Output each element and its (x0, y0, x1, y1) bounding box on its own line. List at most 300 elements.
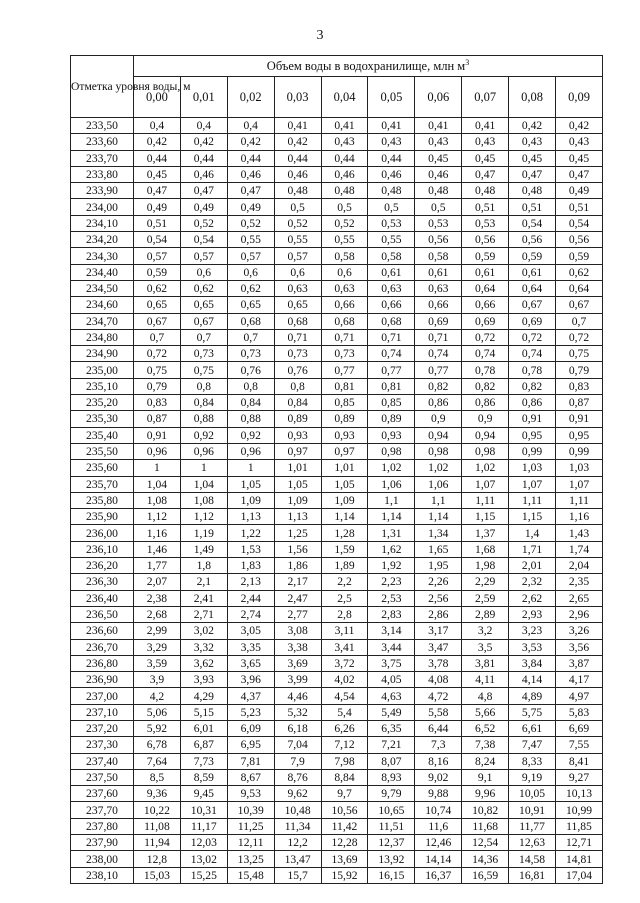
volume-cell: 0,98 (462, 443, 509, 459)
volume-cell: 6,78 (134, 737, 181, 753)
volume-cell: 0,48 (462, 183, 509, 199)
volume-cell: 0,82 (509, 378, 556, 394)
table-row (71, 378, 603, 394)
page-number: 3 (316, 28, 324, 43)
volume-cell: 3,17 (415, 623, 462, 639)
water-level-mark-cell: 237,00 (71, 688, 134, 704)
volume-cell: 1,04 (134, 476, 181, 492)
volume-cell: 7,98 (321, 753, 368, 769)
volume-cell: 1,09 (274, 492, 321, 508)
volume-cell: 2,23 (368, 574, 415, 590)
volume-cell: 0,48 (368, 183, 415, 199)
water-level-mark-cell: 236,90 (71, 672, 134, 688)
water-level-mark-cell: 236,30 (71, 574, 134, 590)
volume-cell: 0,45 (415, 150, 462, 166)
volume-cell: 11,17 (180, 818, 227, 834)
volume-cell: 0,8 (180, 378, 227, 394)
volume-cell: 3,44 (368, 639, 415, 655)
water-level-mark-cell: 233,70 (71, 150, 134, 166)
volume-cell: 2,07 (134, 574, 181, 590)
volume-cell: 9,36 (134, 786, 181, 802)
table-row (71, 280, 603, 296)
volume-cell: 2,17 (274, 574, 321, 590)
volume-cell: 3,35 (227, 639, 274, 655)
volume-cell: 4,54 (321, 688, 368, 704)
volume-cell: 9,7 (321, 786, 368, 802)
volume-cell: 4,14 (509, 672, 556, 688)
volume-cell: 17,04 (556, 867, 603, 883)
volume-cell: 1,95 (415, 558, 462, 574)
table-row (71, 704, 603, 720)
volume-cell: 1,02 (368, 460, 415, 476)
water-level-mark-cell: 237,40 (71, 753, 134, 769)
water-level-mark-cell: 236,60 (71, 623, 134, 639)
volume-cell: 0,43 (556, 134, 603, 150)
volume-cell: 5,83 (556, 704, 603, 720)
volume-cell: 0,95 (509, 427, 556, 443)
volume-cell: 0,54 (509, 215, 556, 231)
volume-cell: 14,36 (462, 851, 509, 867)
volume-cell: 1,02 (462, 460, 509, 476)
volume-cell: 4,29 (180, 688, 227, 704)
water-level-mark-cell: 233,80 (71, 166, 134, 182)
volume-cell: 0,46 (180, 166, 227, 182)
water-level-mark-cell: 237,80 (71, 818, 134, 834)
volume-cell: 8,24 (462, 753, 509, 769)
table-row (71, 835, 603, 851)
volume-cell: 0,91 (509, 411, 556, 427)
column-header: 0,07 (462, 77, 509, 118)
volume-cell: 5,15 (180, 704, 227, 720)
water-level-mark-cell: 237,60 (71, 786, 134, 802)
water-level-mark-cell: 234,30 (71, 248, 134, 264)
column-header: 0,00 (134, 77, 181, 118)
volume-cell: 5,75 (509, 704, 556, 720)
volume-cell: 7,9 (274, 753, 321, 769)
volume-cell: 3,53 (509, 639, 556, 655)
volume-cell: 4,46 (274, 688, 321, 704)
volume-cell: 0,43 (321, 134, 368, 150)
volume-cell: 1,14 (321, 509, 368, 525)
volume-cell: 0,46 (321, 166, 368, 182)
volume-cell: 0,46 (368, 166, 415, 182)
volume-cell: 0,73 (274, 346, 321, 362)
volume-cell: 2,74 (227, 606, 274, 622)
volume-cell: 1,11 (509, 492, 556, 508)
volume-cell: 0,75 (556, 346, 603, 362)
volume-cell: 3,29 (134, 639, 181, 655)
volume-cell: 0,53 (462, 215, 509, 231)
volume-cell: 0,83 (134, 395, 181, 411)
water-level-mark-cell: 234,20 (71, 232, 134, 248)
volume-cell: 1,11 (462, 492, 509, 508)
volume-cell: 12,8 (134, 851, 181, 867)
volume-cell: 1,43 (556, 525, 603, 541)
water-level-mark-cell: 236,50 (71, 606, 134, 622)
column-header: 0,03 (274, 77, 321, 118)
table-row (71, 427, 603, 443)
volume-cell: 0,83 (556, 378, 603, 394)
volume-cell: 1,92 (368, 558, 415, 574)
volume-cell: 11,08 (134, 818, 181, 834)
volume-cell: 10,65 (368, 802, 415, 818)
volume-cell: 0,59 (509, 248, 556, 264)
volume-cell: 11,85 (556, 818, 603, 834)
water-level-mark-cell: 236,70 (71, 639, 134, 655)
volume-cell: 0,61 (509, 264, 556, 280)
volume-cell: 1 (227, 460, 274, 476)
volume-cell: 3,2 (462, 623, 509, 639)
volume-cell: 2,59 (462, 590, 509, 606)
volume-cell: 1,34 (415, 525, 462, 541)
volume-cell: 9,88 (415, 786, 462, 802)
volume-cell: 4,37 (227, 688, 274, 704)
volume-cell: 2,44 (227, 590, 274, 606)
volume-cell: 0,61 (415, 264, 462, 280)
volume-cell: 3,41 (321, 639, 368, 655)
volume-cell: 1,12 (134, 509, 181, 525)
volume-cell: 0,98 (415, 443, 462, 459)
volume-cell: 0,71 (321, 329, 368, 345)
water-level-mark-cell: 235,50 (71, 443, 134, 459)
volume-cell: 3,78 (415, 655, 462, 671)
table-row (71, 574, 603, 590)
volume-cell: 12,71 (556, 835, 603, 851)
volume-cell: 10,99 (556, 802, 603, 818)
volume-cell: 0,77 (368, 362, 415, 378)
volume-cell: 15,25 (180, 867, 227, 883)
volume-cell: 0,85 (321, 395, 368, 411)
volume-cell: 0,42 (274, 134, 321, 150)
volume-cell: 4,05 (368, 672, 415, 688)
volume-cell: 3,14 (368, 623, 415, 639)
volume-cell: 0,89 (368, 411, 415, 427)
volume-cell: 8,5 (134, 769, 181, 785)
volume-cell: 12,63 (509, 835, 556, 851)
volume-cell: 0,78 (509, 362, 556, 378)
volume-cell: 1,07 (556, 476, 603, 492)
volume-cell: 1,28 (321, 525, 368, 541)
volume-cell: 1,65 (415, 541, 462, 557)
volume-cell: 0,6 (321, 264, 368, 280)
table-row (71, 248, 603, 264)
volume-cell: 11,42 (321, 818, 368, 834)
volume-cell: 0,4 (227, 118, 274, 134)
table-row (71, 753, 603, 769)
volume-cell: 8,67 (227, 769, 274, 785)
volume-cell: 0,56 (556, 232, 603, 248)
volume-cell: 16,59 (462, 867, 509, 883)
volume-cell: 0,87 (556, 395, 603, 411)
volume-cell: 2,26 (415, 574, 462, 590)
volume-cell: 0,72 (556, 329, 603, 345)
volume-cell: 0,5 (368, 199, 415, 215)
volume-cell: 12,2 (274, 835, 321, 851)
volume-cell: 5,92 (134, 720, 181, 736)
volume-cell: 3,62 (180, 655, 227, 671)
water-level-mark-cell: 234,90 (71, 346, 134, 362)
volume-cell: 1,62 (368, 541, 415, 557)
volume-cell: 1,13 (274, 509, 321, 525)
volume-cell: 0,65 (180, 297, 227, 313)
volume-cell: 0,5 (415, 199, 462, 215)
volume-cell: 8,16 (415, 753, 462, 769)
volume-cell: 0,68 (321, 313, 368, 329)
volume-cell: 0,7 (134, 329, 181, 345)
volume-cell: 12,28 (321, 835, 368, 851)
water-volume-table (70, 55, 603, 884)
table-row (71, 688, 603, 704)
volume-cell: 10,48 (274, 802, 321, 818)
volume-cell: 0,5 (274, 199, 321, 215)
volume-cell: 13,47 (274, 851, 321, 867)
volume-cell: 2,8 (321, 606, 368, 622)
table-row (71, 362, 603, 378)
column-header: 0,06 (415, 77, 462, 118)
volume-cell: 1,19 (180, 525, 227, 541)
volume-cell: 0,8 (274, 378, 321, 394)
volume-cell: 0,44 (274, 150, 321, 166)
volume-cell: 2,1 (180, 574, 227, 590)
volume-cell: 0,84 (180, 395, 227, 411)
volume-cell: 10,82 (462, 802, 509, 818)
volume-cell: 9,62 (274, 786, 321, 802)
volume-cell: 0,46 (274, 166, 321, 182)
table-row (71, 558, 603, 574)
volume-cell: 0,66 (415, 297, 462, 313)
water-level-mark-cell: 233,60 (71, 134, 134, 150)
volume-cell: 2,86 (415, 606, 462, 622)
volume-cell: 0,78 (462, 362, 509, 378)
volume-cell: 0,85 (368, 395, 415, 411)
volume-cell: 0,54 (556, 215, 603, 231)
column-header: 0,08 (509, 77, 556, 118)
volume-cell: 1,05 (227, 476, 274, 492)
volume-cell: 1,09 (227, 492, 274, 508)
column-header: 0,04 (321, 77, 368, 118)
volume-cell: 0,87 (134, 411, 181, 427)
volume-cell: 7,64 (134, 753, 181, 769)
volume-cell: 1,71 (509, 541, 556, 557)
volume-cell: 0,41 (415, 118, 462, 134)
volume-cell: 2,89 (462, 606, 509, 622)
volume-cell: 1,05 (321, 476, 368, 492)
table-row (71, 215, 603, 231)
table-row (71, 329, 603, 345)
volume-cell: 0,74 (415, 346, 462, 362)
volume-cell: 5,32 (274, 704, 321, 720)
volume-cell: 7,12 (321, 737, 368, 753)
water-level-mark-cell: 234,60 (71, 297, 134, 313)
table-row (71, 183, 603, 199)
volume-cell: 0,7 (556, 313, 603, 329)
volume-cell: 0,47 (180, 183, 227, 199)
volume-cell: 15,03 (134, 867, 181, 883)
volume-cell: 12,11 (227, 835, 274, 851)
volume-cell: 2,68 (134, 606, 181, 622)
water-level-mark-cell: 237,70 (71, 802, 134, 818)
volume-cell: 6,35 (368, 720, 415, 736)
volume-cell: 0,41 (462, 118, 509, 134)
table-row (71, 150, 603, 166)
volume-cell: 10,22 (134, 802, 181, 818)
volume-cell: 0,6 (274, 264, 321, 280)
volume-cell: 0,45 (462, 150, 509, 166)
volume-cell: 11,6 (415, 818, 462, 834)
volume-cell: 1,04 (180, 476, 227, 492)
volume-cell: 10,13 (556, 786, 603, 802)
volume-cell: 1,31 (368, 525, 415, 541)
volume-cell: 1,49 (180, 541, 227, 557)
water-level-mark-cell: 235,20 (71, 395, 134, 411)
water-level-mark-cell: 236,10 (71, 541, 134, 557)
volume-cell: 1,89 (321, 558, 368, 574)
volume-cell: 0,43 (462, 134, 509, 150)
volume-cell: 6,18 (274, 720, 321, 736)
volume-cell: 0,69 (462, 313, 509, 329)
table-row (71, 769, 603, 785)
volume-cell: 12,46 (415, 835, 462, 851)
volume-cell: 5,23 (227, 704, 274, 720)
volume-cell: 5,49 (368, 704, 415, 720)
volume-cell: 4,72 (415, 688, 462, 704)
volume-cell: 2,62 (509, 590, 556, 606)
volume-cell: 1 (180, 460, 227, 476)
volume-cell: 2,5 (321, 590, 368, 606)
volume-cell: 0,63 (321, 280, 368, 296)
water-level-mark-cell: 235,40 (71, 427, 134, 443)
volume-cell: 0,44 (134, 150, 181, 166)
water-level-mark-cell: 237,50 (71, 769, 134, 785)
volume-cell: 2,41 (180, 590, 227, 606)
volume-cell: 9,45 (180, 786, 227, 802)
volume-cell: 1,86 (274, 558, 321, 574)
volume-cell: 0,79 (134, 378, 181, 394)
volume-cell: 0,44 (321, 150, 368, 166)
volume-cell: 5,4 (321, 704, 368, 720)
table-row (71, 737, 603, 753)
volume-cell: 16,15 (368, 867, 415, 883)
volume-cell: 6,61 (509, 720, 556, 736)
table-row (71, 818, 603, 834)
volume-cell: 0,43 (509, 134, 556, 150)
volume-cell: 1,02 (415, 460, 462, 476)
water-level-mark-cell: 237,20 (71, 720, 134, 736)
volume-cell: 0,89 (321, 411, 368, 427)
volume-cell: 3,56 (556, 639, 603, 655)
table-row (71, 395, 603, 411)
volume-cell: 3,59 (134, 655, 181, 671)
volume-cell: 0,47 (134, 183, 181, 199)
volume-cell: 2,04 (556, 558, 603, 574)
volume-cell: 7,3 (415, 737, 462, 753)
water-level-mark-cell: 236,80 (71, 655, 134, 671)
volume-cell: 3,9 (134, 672, 181, 688)
volume-cell: 0,47 (227, 183, 274, 199)
volume-cell: 0,67 (134, 313, 181, 329)
volume-cell: 1,22 (227, 525, 274, 541)
volume-cell: 2,13 (227, 574, 274, 590)
volume-cell: 7,81 (227, 753, 274, 769)
volume-cell: 15,48 (227, 867, 274, 883)
water-level-mark-header: Отметка уровня воды, м (71, 56, 134, 118)
volume-cell: 1,15 (509, 509, 556, 525)
volume-cell: 0,68 (368, 313, 415, 329)
volume-cell: 2,71 (180, 606, 227, 622)
table-row (71, 166, 603, 182)
volume-cell: 1,01 (321, 460, 368, 476)
water-level-mark-cell: 236,20 (71, 558, 134, 574)
volume-group-header-text: Объем воды в водохранилище, млн м (266, 59, 466, 73)
table-row (71, 606, 603, 622)
volume-cell: 1,08 (180, 492, 227, 508)
column-header: 0,01 (180, 77, 227, 118)
table-row (71, 802, 603, 818)
water-level-mark-cell: 235,10 (71, 378, 134, 394)
volume-cell: 0,45 (509, 150, 556, 166)
table-body (71, 118, 603, 884)
volume-cell: 0,44 (227, 150, 274, 166)
volume-cell: 3,72 (321, 655, 368, 671)
volume-cell: 3,65 (227, 655, 274, 671)
volume-cell: 3,11 (321, 623, 368, 639)
volume-cell: 0,51 (462, 199, 509, 215)
volume-cell: 3,75 (368, 655, 415, 671)
volume-cell: 3,02 (180, 623, 227, 639)
table-row (71, 476, 603, 492)
table-row (71, 411, 603, 427)
volume-cell: 0,67 (556, 297, 603, 313)
volume-cell: 3,23 (509, 623, 556, 639)
table-row (71, 199, 603, 215)
volume-cell: 4,89 (509, 688, 556, 704)
table-row (71, 525, 603, 541)
volume-cell: 0,94 (462, 427, 509, 443)
volume-cell: 0,63 (415, 280, 462, 296)
volume-cell: 1,56 (274, 541, 321, 557)
water-level-mark-cell: 234,10 (71, 215, 134, 231)
water-level-mark-cell: 234,40 (71, 264, 134, 280)
volume-cell: 0,57 (227, 248, 274, 264)
volume-cell: 0,63 (274, 280, 321, 296)
volume-cell: 7,21 (368, 737, 415, 753)
volume-cell: 0,73 (227, 346, 274, 362)
volume-cell: 0,6 (227, 264, 274, 280)
volume-cell: 0,86 (462, 395, 509, 411)
volume-cell: 0,65 (227, 297, 274, 313)
water-level-mark-cell: 235,70 (71, 476, 134, 492)
volume-cell: 0,84 (227, 395, 274, 411)
table-row (71, 867, 603, 883)
volume-cell: 3,69 (274, 655, 321, 671)
volume-cell: 0,52 (227, 215, 274, 231)
volume-cell: 1,01 (274, 460, 321, 476)
volume-cell: 0,61 (368, 264, 415, 280)
volume-cell: 6,87 (180, 737, 227, 753)
water-level-mark-cell: 234,00 (71, 199, 134, 215)
water-level-mark-cell: 235,00 (71, 362, 134, 378)
table-row (71, 443, 603, 459)
volume-cell: 6,44 (415, 720, 462, 736)
table-row (71, 232, 603, 248)
volume-cell: 3,26 (556, 623, 603, 639)
volume-cell: 7,04 (274, 737, 321, 753)
volume-cell: 1,13 (227, 509, 274, 525)
volume-cell: 0,69 (509, 313, 556, 329)
volume-cell: 0,86 (415, 395, 462, 411)
water-level-mark-cell: 238,10 (71, 867, 134, 883)
volume-cell: 6,69 (556, 720, 603, 736)
